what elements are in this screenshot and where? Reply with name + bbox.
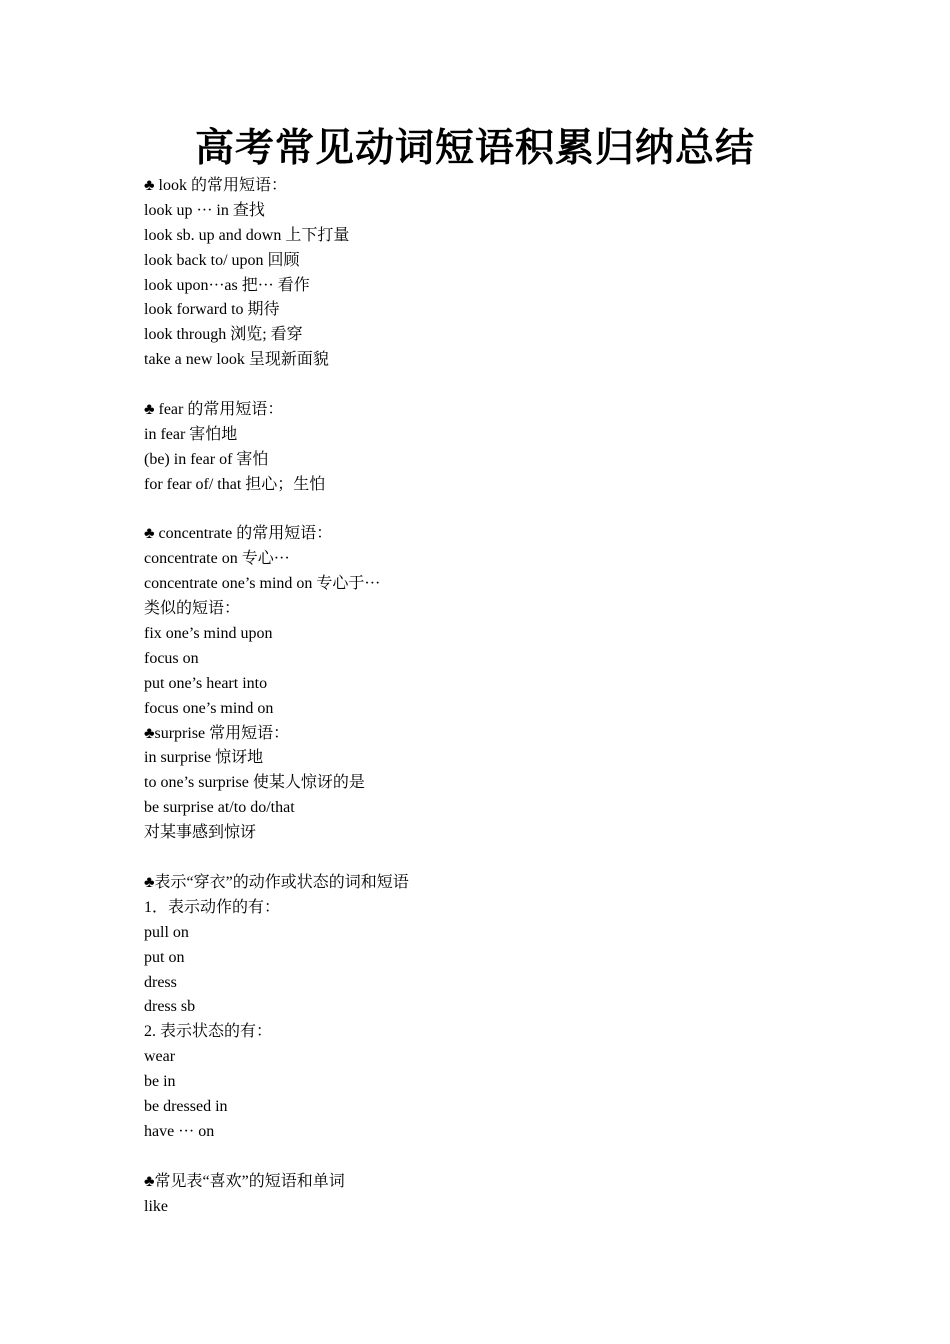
document-title: 高考常见动词短语积累归纳总结 [194, 127, 755, 170]
text-line: dress [144, 973, 177, 991]
blank-line [144, 498, 844, 523]
text-line: in surprise 惊讶地 [144, 749, 264, 767]
text-line: have ··· on [144, 1122, 215, 1140]
text-line: 类似的短语： [144, 600, 241, 618]
text-line: ♣ look 的常用短语： [144, 177, 287, 194]
text-line: wear [144, 1048, 176, 1066]
text-line: in fear 害怕地 [144, 425, 238, 443]
text-line: be dressed in [144, 1097, 228, 1115]
text-line: 2. 表示状态的有： [144, 1023, 273, 1041]
text-line: look back to/ upon 回顾 [144, 251, 300, 269]
text-line: focus one’s mind on [144, 699, 274, 717]
text-line: take a new look 呈现新面貌 [144, 351, 329, 369]
text-line: ♣表示“穿衣”的动作或状态的词和短语 [144, 873, 409, 891]
text-line: look sb. up and down 上下打量 [144, 226, 350, 244]
text-line: look through 浏览; 看穿 [144, 326, 303, 344]
text-line: fix one’s mind upon [144, 625, 273, 643]
text-line: like [144, 1197, 168, 1215]
text-line: ♣ concentrate 的常用短语： [144, 525, 333, 543]
text-line: dress sb [144, 998, 196, 1016]
text-line: pull on [144, 923, 189, 941]
blank-line [144, 1145, 844, 1170]
text-line: concentrate one’s mind on 专心于··· [144, 575, 381, 593]
text-line: ♣常见表“喜欢”的短语和单词 [144, 1172, 345, 1190]
blank-line [144, 846, 844, 871]
text-line: 对某事感到惊讶 [144, 824, 257, 842]
text-line: look upon···as 把··· 看作 [144, 276, 310, 294]
text-line: look forward to 期待 [144, 301, 280, 319]
text-line: 1．表示动作的有： [144, 898, 281, 916]
text-line: be surprise at/to do/that [144, 799, 295, 817]
text-line: ♣surprise 常用短语： [144, 724, 290, 742]
text-line: to one’s surprise 使某人惊讶的是 [144, 774, 365, 792]
blank-line [144, 373, 844, 398]
text-line: put one’s heart into [144, 674, 268, 692]
text-line: (be) in fear of 害怕 [144, 450, 269, 468]
text-line: for fear of/ that 担心；生怕 [144, 475, 326, 493]
text-line: look up ··· in 查找 [144, 201, 265, 219]
document-body [144, 174, 844, 1219]
text-line: be in [144, 1073, 176, 1091]
text-line: ♣ fear 的常用短语： [144, 401, 284, 419]
text-line: focus on [144, 649, 199, 667]
text-line: concentrate on 专心··· [144, 550, 290, 568]
text-line: put on [144, 948, 185, 966]
